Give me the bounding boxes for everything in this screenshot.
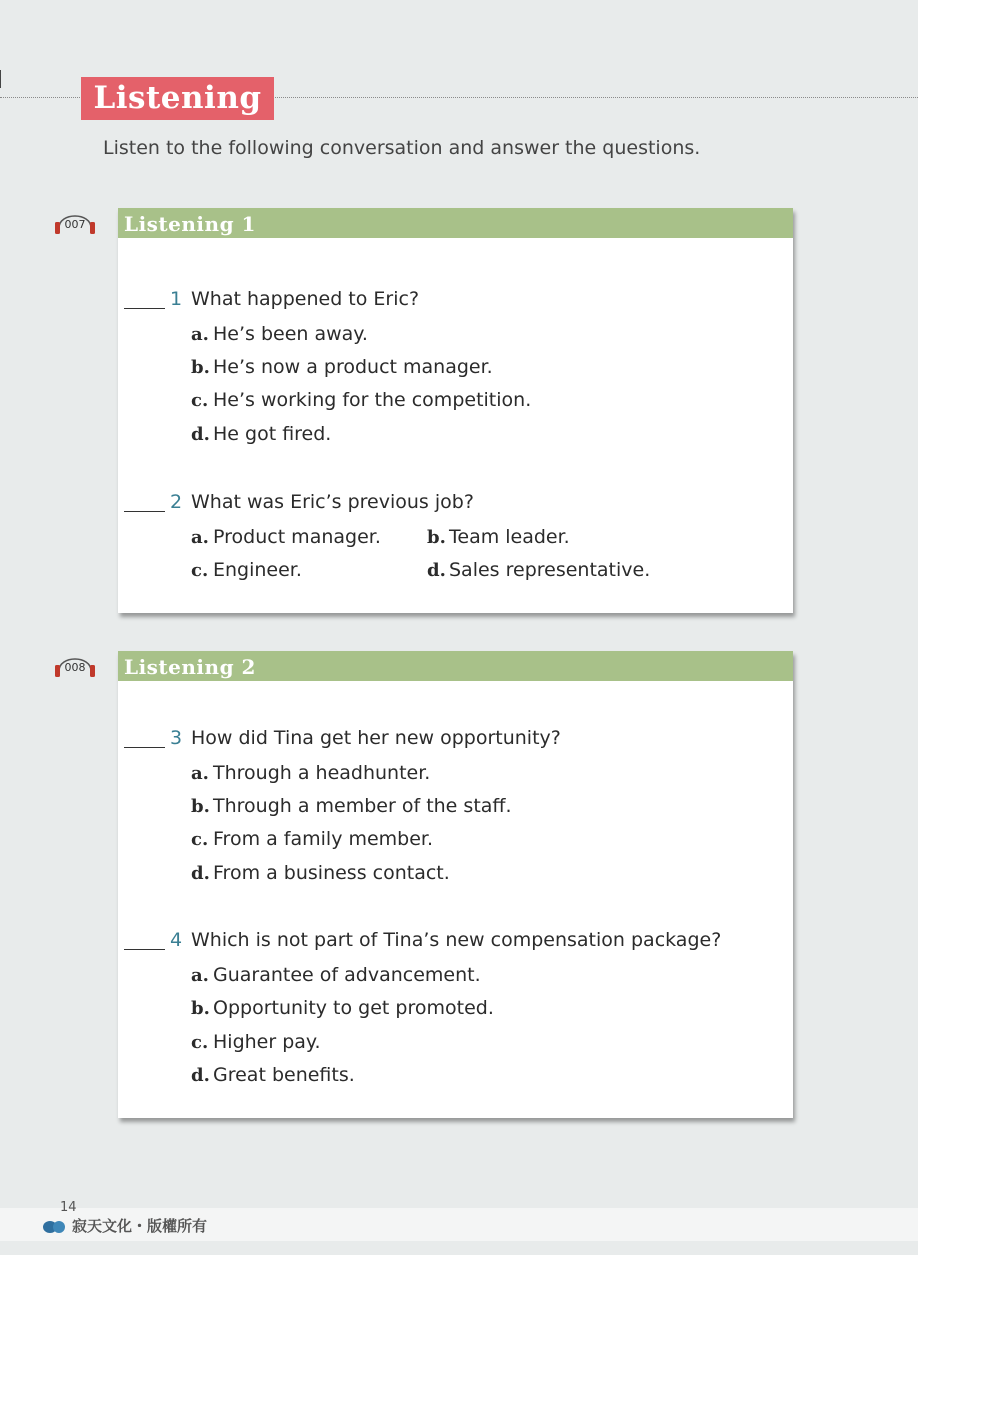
option-letter: d. xyxy=(191,863,210,884)
audio-track-number: 007 xyxy=(64,218,86,231)
question-text: How did Tina get her new opportunity? xyxy=(191,727,561,749)
option[interactable] xyxy=(191,964,481,988)
option-text: From a business contact. xyxy=(213,862,450,884)
option[interactable] xyxy=(191,423,331,447)
question-text: What was Eric’s previous job? xyxy=(191,491,474,513)
option-letter: c. xyxy=(191,560,209,581)
audio-track-number: 008 xyxy=(64,661,86,674)
publisher-credit: 寂天文化・版權所有 xyxy=(72,1217,208,1235)
option-letter: c. xyxy=(191,829,209,850)
option-text: Guarantee of advancement. xyxy=(213,964,481,986)
option[interactable] xyxy=(191,828,433,852)
option-text: Through a member of the staff. xyxy=(213,795,512,817)
option-text: He’s now a product manager. xyxy=(213,356,493,378)
option-text: From a family member. xyxy=(213,828,434,850)
option-text: Sales representative. xyxy=(449,559,651,581)
answer-blank[interactable] xyxy=(124,747,165,748)
answer-blank[interactable] xyxy=(124,308,165,309)
answer-blank[interactable] xyxy=(124,949,165,950)
option-letter: b. xyxy=(191,796,210,817)
option[interactable] xyxy=(191,795,512,819)
option[interactable] xyxy=(191,762,430,786)
option-text: Through a headhunter. xyxy=(213,762,431,784)
section-title: Listening xyxy=(81,77,274,120)
headphones-icon[interactable] xyxy=(53,206,97,236)
publisher-logo-icon xyxy=(42,1218,66,1234)
option-text: Engineer. xyxy=(213,559,302,581)
option[interactable] xyxy=(191,389,531,413)
option[interactable] xyxy=(191,1064,355,1088)
option[interactable] xyxy=(191,323,368,347)
listening-card-2 xyxy=(118,651,793,1118)
option-letter: d. xyxy=(191,1065,210,1086)
option-letter: c. xyxy=(191,390,209,411)
option-text: He got fired. xyxy=(213,423,332,445)
option-letter: a. xyxy=(191,527,209,548)
question-number: 2 xyxy=(170,491,183,513)
option-text: Opportunity to get promoted. xyxy=(213,997,494,1019)
card-header: Listening 2 xyxy=(118,651,793,681)
option[interactable] xyxy=(191,526,381,550)
option-text: Great benefits. xyxy=(213,1064,355,1086)
question-number: 3 xyxy=(170,727,183,749)
option-text: Team leader. xyxy=(449,526,570,548)
question-text: Which is not part of Tina’s new compensation package? xyxy=(191,929,722,951)
answer-blank[interactable] xyxy=(124,511,165,512)
option-letter: b. xyxy=(427,527,446,548)
card-header: Listening 1 xyxy=(118,208,793,238)
option[interactable] xyxy=(191,862,450,886)
option-text: Product manager. xyxy=(213,526,381,548)
option[interactable] xyxy=(191,1031,321,1055)
option-letter: b. xyxy=(191,357,210,378)
question-text: What happened to Eric? xyxy=(191,288,420,310)
option[interactable] xyxy=(427,526,570,550)
option[interactable] xyxy=(191,997,494,1021)
option-letter: a. xyxy=(191,324,209,345)
question-number: 4 xyxy=(170,929,183,951)
option[interactable] xyxy=(427,559,650,583)
listening-card-1 xyxy=(118,208,793,613)
option-text: He’s working for the competition. xyxy=(213,389,532,411)
option-letter: a. xyxy=(191,763,209,784)
option-text: Higher pay. xyxy=(213,1031,321,1053)
headphones-icon[interactable] xyxy=(53,649,97,679)
question-number: 1 xyxy=(170,288,183,310)
option-letter: c. xyxy=(191,1032,209,1053)
option-letter: d. xyxy=(427,560,446,581)
edge-mark xyxy=(0,70,1,88)
instructions: Listen to the following conversation and answer the questions. xyxy=(103,137,701,159)
option-letter: d. xyxy=(191,424,210,445)
option-text: He’s been away. xyxy=(213,323,368,345)
option-letter: a. xyxy=(191,965,209,986)
page-number: 14 xyxy=(60,1200,77,1215)
option-letter: b. xyxy=(191,998,210,1019)
option[interactable] xyxy=(191,559,302,583)
option[interactable] xyxy=(191,356,493,380)
